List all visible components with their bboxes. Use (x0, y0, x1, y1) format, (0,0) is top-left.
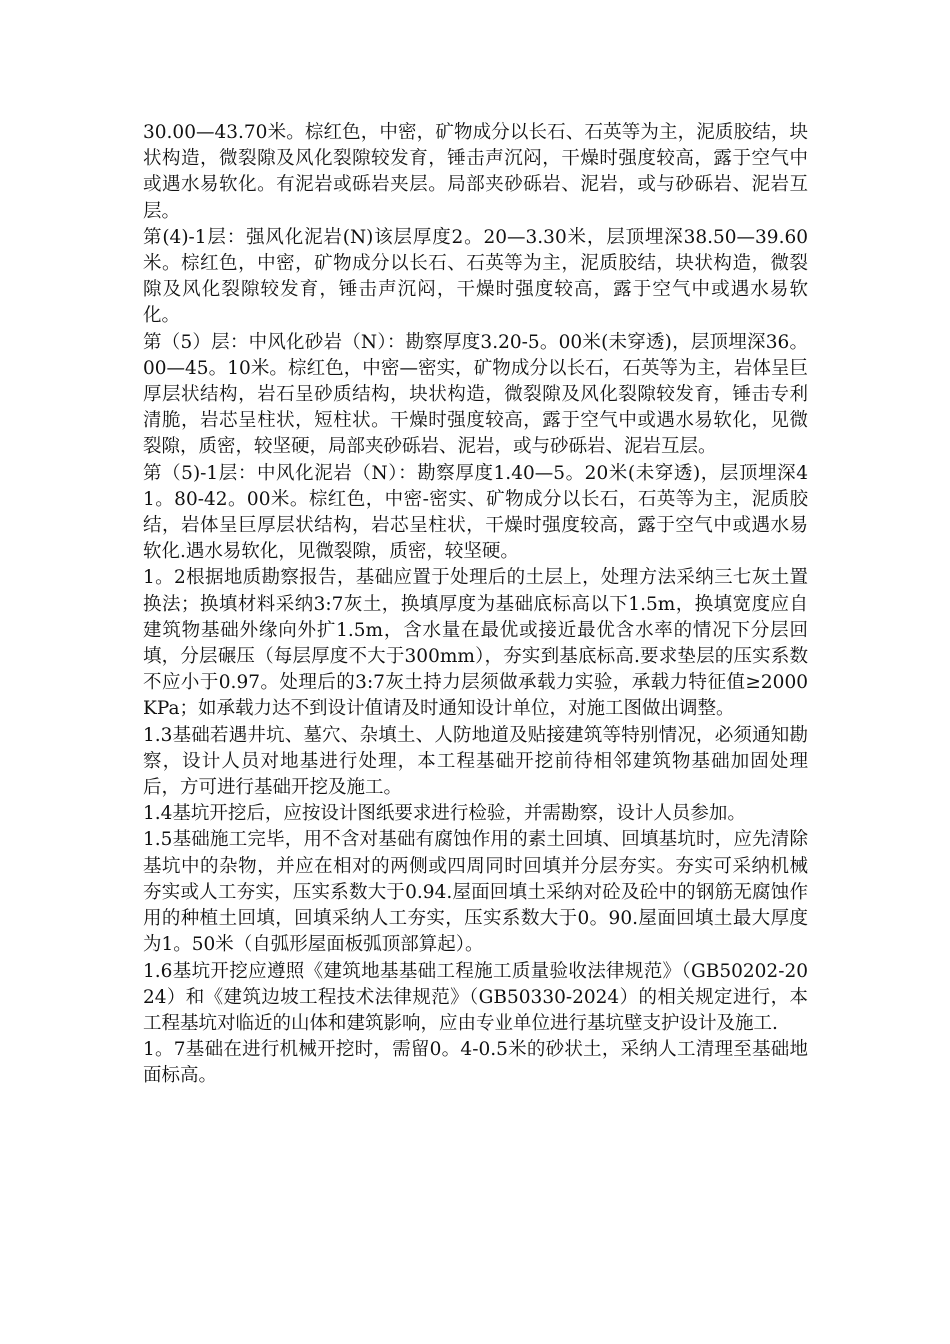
paragraph-section-1-6: 1.6基坑开挖应遵照《建筑地基基础工程施工质量验收法律规范》（GB50202-2024）和《建筑边坡工程技术法律规范》（GB50330-2024）的相关规定进行，本工程基坑对临近的山体和建筑影响，应由专业单位进行基坑壁支护设计及施工. (143, 960, 808, 1034)
paragraph-layer-3-description: 30.00—43.70米。棕红色，中密，矿物成分以长石、石英等为主，泥质胶结，块状构造，微裂隙及风化裂隙较发育，锤击声沉闷，干燥时强度较高，露于空气中或遇水易软化。有泥岩或砾岩夹层。局部夹砂砾岩、泥岩，或与砂砾岩、泥岩互层。 (143, 122, 808, 222)
paragraph-section-1-3: 1.3基础若遇井坑、墓穴、杂填土、人防地道及贴接建筑等特别情况，必须通知勘察，设计人员对地基进行处理，本工程基础开挖前待相邻建筑物基础加固处理后，方可进行基础开挖及施工。 (143, 724, 808, 799)
paragraph-layer-5-1: 第（5)-1层：中风化泥岩（N）：勘察厚度1.40—5。20米(未穿透)，层顶埋深41。80-42。00米。棕红色，中密-密实、矿物成分以长石，石英等为主，泥质胶结，岩体呈巨厚层状结构，岩芯呈柱状，干燥时强度较高，露于空气中或遇水易软化.遇水易软化，见微裂隙，质密，较坚硬。 (143, 462, 808, 563)
paragraph-layer-5: 第（5）层：中风化砂岩（N）：勘察厚度3.20-5。00米(未穿透)，层顶埋深36。00—45。10米。棕红色，中密—密实，矿物成分以长石，石英等为主，岩体呈巨厚层状结构，岩石呈砂质结构，块状构造，微裂隙及风化裂隙较发育，锤击专利清脆，岩芯呈柱状，短柱状。干燥时强度较高，露于空气中或遇水易软化，见微裂隙，质密，较坚硬，局部夹砂砾岩、泥岩，或与砂砾岩、泥岩互层。 (143, 331, 808, 458)
paragraph-section-1-7: 1。7基础在进行机械开挖时，需留0。4-0.5米的砂状土，采纳人工清理至基础地面标高。 (143, 1039, 808, 1087)
paragraph-section-1-4: 1.4基坑开挖后，应按设计图纸要求进行检验，并需勘察，设计人员参加。 (143, 803, 746, 825)
paragraph-section-1-5: 1.5基础施工完毕，用不含对基础有腐蚀作用的素土回填、回填基坑时，应先清除基坑中的杂物，并应在相对的两侧或四周同时回填并分层夯实。夯实可采纳机械夯实或人工夯实，压实系数大于0.94.屋面回填土采纳对砼及砼中的钢筋无腐蚀作用的种植土回填，回填采纳人工夯实，压实系数大于0。90.屋面回填土最大厚度为1。50米（自弧形屋面板弧顶部算起）。 (143, 829, 808, 956)
paragraph-section-1-2: 1。2根据地质勘察报告，基础应置于处理后的土层上，处理方法采纳三七灰土置换法；换填材料采纳3:7灰土，换填厚度为基础底标高以下1.5m，换填宽度应自建筑物基础外缘向外扩1.5m，含水量在最优或接近最优含水率的情况下分层回填，分层碾压（每层厚度不大于300mm），夯实到基底标高.要求垫层的压实系数不应小于0.97。处理后的3:7灰土持力层须做承载力实验，承载力特征值≥2000KPa；如承载力达不到设计值请及时通知设计单位，对施工图做出调整。 (143, 567, 808, 720)
paragraph-layer-4-1: 第(4)-1层：强风化泥岩(N)该层厚度2。20—3.30米，层顶埋深38.50—39.60米。棕红色，中密，矿物成分以长石、石英等为主，泥质胶结，块状构造，微裂隙及风化裂隙较发育，锤击声沉闷，干燥时强度较高，露于空气中或遇水易软化。 (143, 226, 808, 327)
document-body (143, 120, 808, 1090)
